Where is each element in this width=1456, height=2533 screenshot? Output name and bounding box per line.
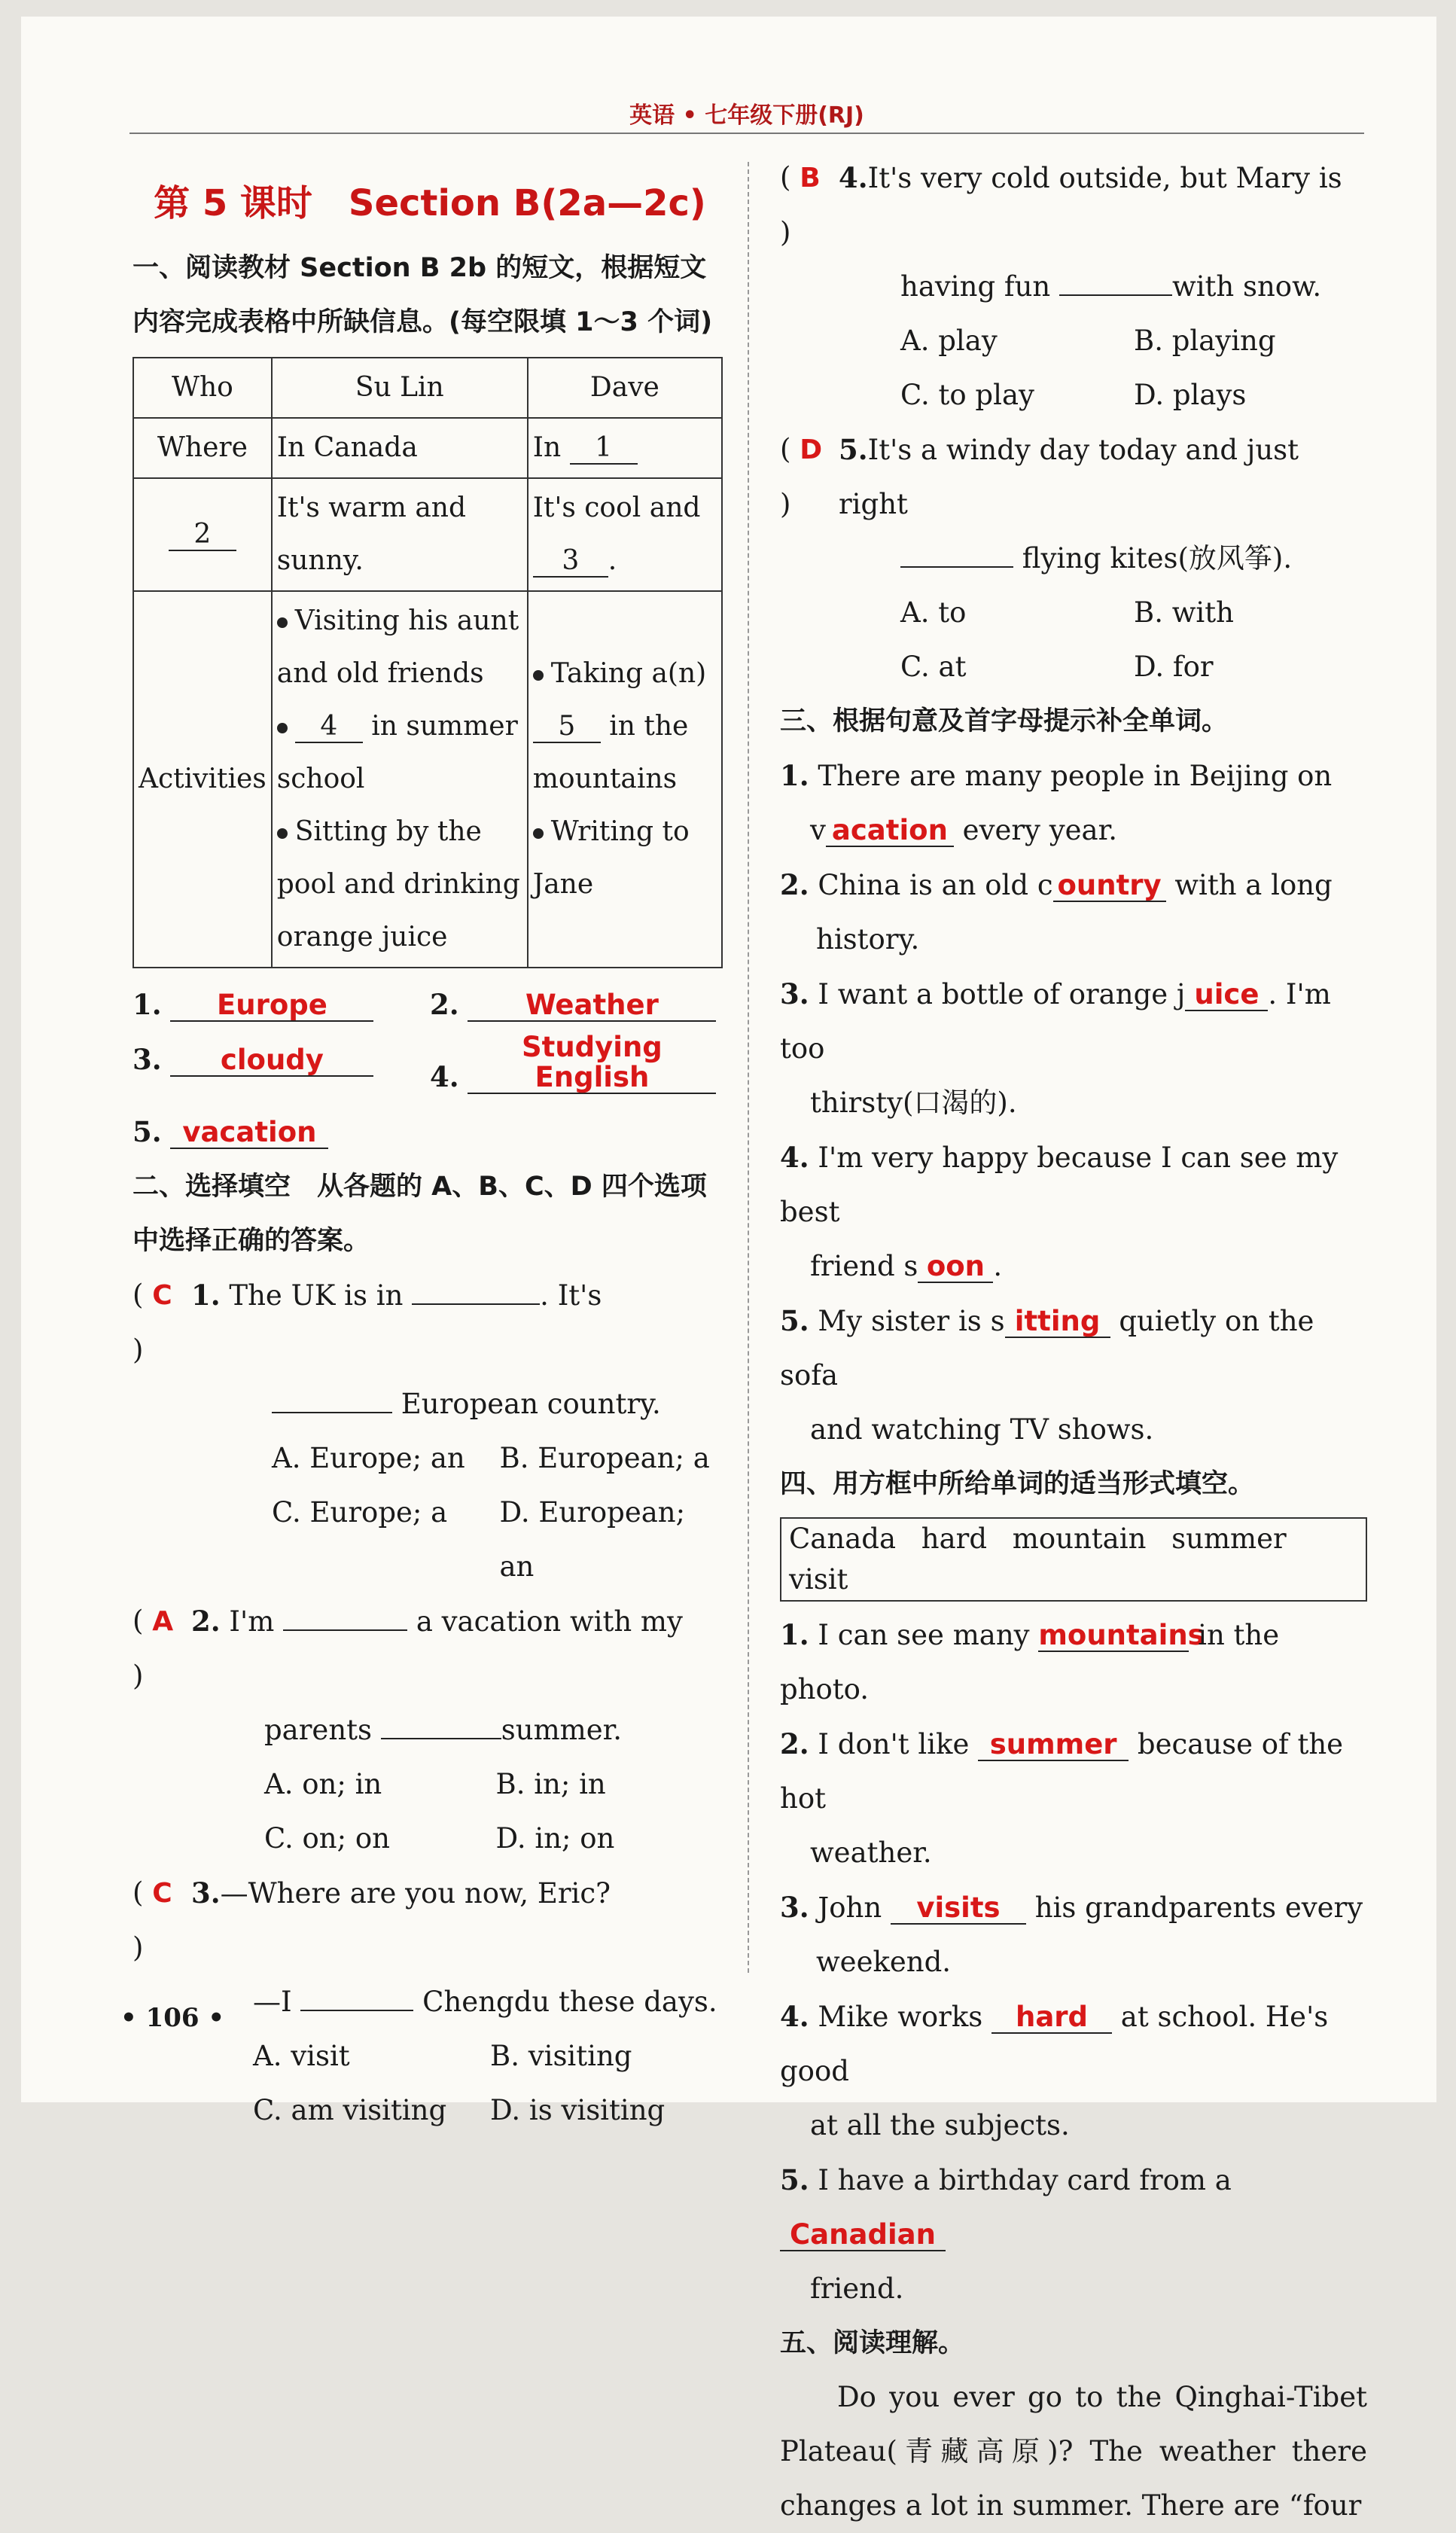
mc-answer: C	[152, 1280, 172, 1311]
table-cell: It's cool and 3 .	[528, 478, 722, 591]
list-item: 5. My sister is s itting quietly on the sofa and watching TV shows.	[780, 1304, 1314, 1446]
list-item: 2. China is an old c ountry with a long history.	[780, 868, 1333, 956]
answers-row: 3. cloudy 4. Studying English	[133, 1032, 727, 1105]
table-cell: Who	[133, 358, 272, 418]
mc-answer: A	[152, 1606, 174, 1637]
word-box: Canada hard mountain summer visit	[780, 1517, 1367, 1602]
blank-3: 3	[533, 546, 608, 578]
section5-heading: 五、阅读理解。	[780, 2328, 965, 2358]
lesson-title: 第 5 课时 Section B(2a—2c)	[154, 182, 706, 224]
mc-answer: D	[800, 434, 823, 465]
answer-1: Europe	[170, 990, 373, 1022]
answers-row: 5. vacation	[133, 1105, 727, 1160]
header-rule	[129, 133, 1364, 134]
table-cell: Visiting his aunt and old friends 4 in summer school Sitting by the pool and drinking orange juice	[272, 591, 528, 968]
blank-4: 4	[295, 712, 363, 743]
list-item: 3. I want a bottle of orange j uice . I'm too thirsty(口渴的).	[780, 977, 1331, 1119]
answers-row: 1. Europe 2. Weather	[133, 977, 727, 1032]
table-cell: Dave	[528, 358, 722, 418]
table-cell: It's warm and sunny.	[272, 478, 528, 591]
answer-2: Weather	[468, 990, 716, 1022]
page-number: • 106 •	[120, 2003, 225, 2033]
list-item: 4. Mike works hard at school. He's good at all the subjects.	[780, 2000, 1329, 2141]
table-cell: Su Lin	[272, 358, 528, 418]
section1-heading: 一、阅读教材 Section B 2b 的短文，根据短文内容完成表格中所缺信息。(每空限填 1～3 个词)	[133, 253, 713, 337]
table-cell: Where	[133, 418, 272, 478]
mc-question-3: ( C ) 3.—Where are you now, Eric? —I Chengdu these days. A. visit B. visiting C. am visiting D. is visiting	[133, 1876, 717, 2126]
mc-question-4: ( B ) 4.It's very cold outside, but Mary is having fun with snow. A. play B. playing C. to play D. plays	[780, 161, 1342, 411]
blank-5: 5	[533, 712, 601, 743]
table-cell: Taking a(n) 5 in the mountains Writing to Jane	[528, 591, 722, 968]
list-item: 3. John visits his grandparents every weekend.	[780, 1891, 1363, 1978]
mc-answer: B	[800, 163, 821, 194]
section4-heading: 四、用方框中所给单词的适当形式填空。	[780, 1469, 1255, 1499]
mc-question-5: ( D ) 5.It's a windy day today and just right flying kites(放风筝). A. to B. with C. at D. for	[780, 433, 1299, 683]
mc-answer: C	[152, 1878, 172, 1909]
answer-5: vacation	[170, 1117, 328, 1149]
page-header: 英语 • 七年级下册(RJ)	[629, 102, 864, 129]
list-item: 2. I don't like summer because of the hot weather.	[780, 1727, 1344, 1869]
list-item: 5. I have a birthday card from a Canadian friend.	[780, 2163, 1232, 2305]
answer-3: cloudy	[170, 1045, 373, 1077]
info-table	[133, 357, 723, 968]
section2-heading: 二、选择填空 从各题的 A、B、C、D 四个选项中选择正确的答案。	[133, 1172, 707, 1256]
list-item: 1. I can see many mountains in the photo.	[780, 1618, 1280, 1705]
list-item: 1. There are many people in Beijing on v acation every year.	[780, 759, 1333, 846]
left-column	[133, 166, 727, 2138]
blank-2: 2	[169, 520, 236, 551]
mc-question-1: ( C ) 1. The UK is in . It's European country. A. Europe; an B. European; a C. Europe; a D. European; an	[133, 1279, 710, 1583]
table-cell: In Canada	[272, 418, 528, 478]
table-cell: In 1	[528, 418, 722, 478]
column-divider	[748, 162, 749, 1973]
table-cell: Activities	[133, 591, 272, 968]
list-item: 4. I'm very happy because I can see my best friend s oon .	[780, 1141, 1339, 1282]
table-cell	[133, 478, 272, 591]
right-column	[780, 151, 1367, 2533]
section3-heading: 三、根据句意及首字母提示补全单词。	[780, 706, 1229, 736]
reading-passage: Do you ever go to the Qinghai-Tibet Plateau(青藏高原)? The weather there changes a lot in summer. There are “four	[780, 2381, 1367, 2522]
mc-question-2: ( A ) 2. I'm a vacation with my parents summer. A. on; in B. in; in C. on; on D. in; on	[133, 1605, 683, 1855]
blank-1: 1	[570, 433, 638, 465]
answer-4: Studying English	[468, 1032, 716, 1094]
